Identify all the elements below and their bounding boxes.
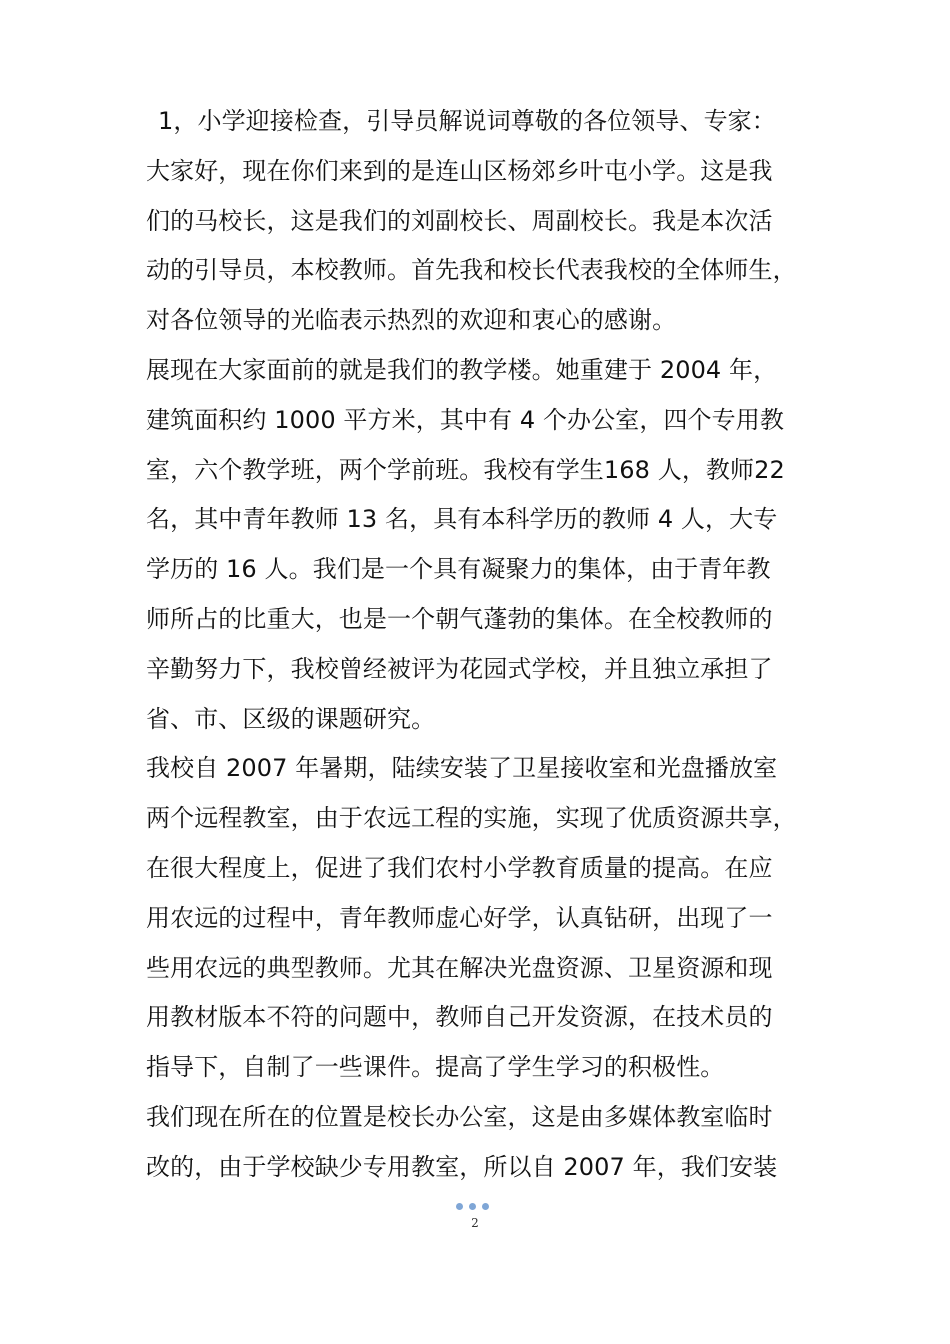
text-line: 指导下，自制了一些课件。提高了学生学习的积极性。 <box>146 1053 725 1082</box>
text-line: 两个远程教室，由于农远工程的实施，实现了优质资源共享， <box>146 804 797 833</box>
text-line: 室，六个教学班，两个学前班。我校有学生168 人，教师22 <box>146 455 785 484</box>
dot-icon <box>469 1203 476 1210</box>
page-dots-icon <box>456 1203 492 1211</box>
text-line: 在很大程度上，促进了我们农村小学教育质量的提高。在应 <box>146 853 773 882</box>
text-line: 建筑面积约 1000 平方米，其中有 4 个办公室，四个专用教 <box>146 405 784 434</box>
text-line: 些用农远的典型教师。尤其在解决光盘资源、卫星资源和现 <box>146 953 773 982</box>
text-line: 师所占的比重大，也是一个朝气蓬勃的集体。在全校教师的 <box>146 604 773 633</box>
text-line: 用农远的过程中，青年教师虚心好学，认真钻研，出现了一 <box>146 903 773 932</box>
text-line: 用教材版本不符的问题中，教师自己开发资源，在技术员的 <box>146 1003 773 1032</box>
text-line: 对各位领导的光临表示热烈的欢迎和衷心的感谢。 <box>146 306 677 335</box>
page-number: 2 <box>471 1216 479 1230</box>
text-line: 学历的 16 人。我们是一个具有凝聚力的集体，由于青年教 <box>146 555 771 584</box>
text-line: 1，小学迎接检查，引导员解说词尊敬的各位领导、专家： <box>158 107 776 135</box>
text-line: 改的，由于学校缺少专用教室，所以自 2007 年，我们安装 <box>146 1152 778 1181</box>
text-line: 省、市、区级的课题研究。 <box>146 704 436 733</box>
text-line: 辛勤努力下，我校曾经被评为花园式学校，并且独立承担了 <box>146 654 773 683</box>
document-body <box>146 97 808 1193</box>
text-line: 大家好，现在你们来到的是连山区杨郊乡叶屯小学。这是我 <box>146 156 773 185</box>
text-line: 展现在大家面前的就是我们的教学楼。她重建于 2004 年， <box>146 355 778 384</box>
text-line: 动的引导员，本校教师。首先我和校长代表我校的全体师生， <box>146 256 797 285</box>
text-line: 们的马校长，这是我们的刘副校长、周副校长。我是本次活 <box>146 206 773 235</box>
dot-icon <box>456 1203 463 1210</box>
text-line: 我们现在所在的位置是校长办公室，这是由多媒体教室临时 <box>146 1102 773 1131</box>
text-line: 我校自 2007 年暑期，陆续安装了卫星接收室和光盘播放室 <box>146 754 778 783</box>
text-line: 名，其中青年教师 13 名，具有本科学历的教师 4 人，大专 <box>146 505 778 534</box>
dot-icon <box>482 1203 489 1210</box>
